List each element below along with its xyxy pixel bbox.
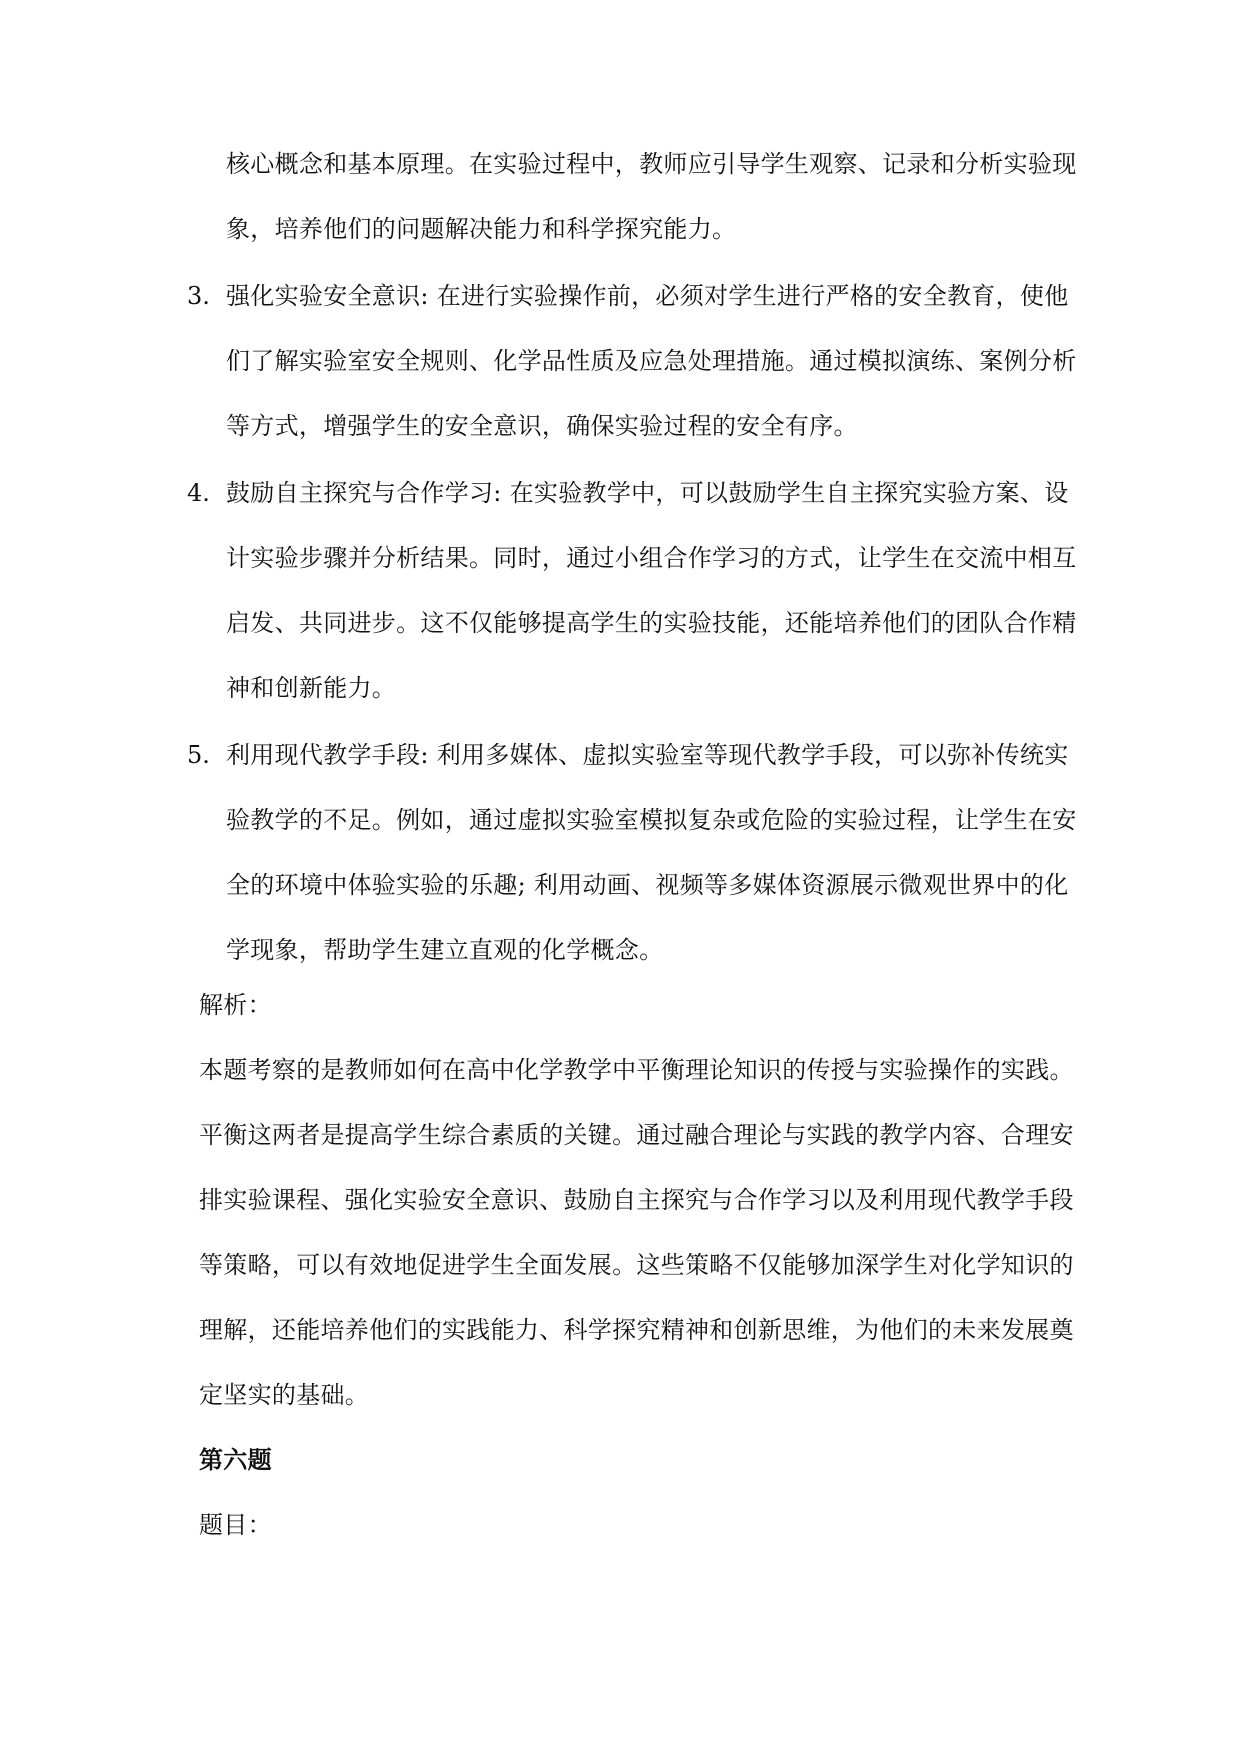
text-line: 全的环境中体验实验的乐趣; 利用动画、视频等多媒体资源展示微观世界中的化 [226,871,1069,899]
text-line: 神和创新能力。 [226,674,397,702]
list-number: 5. [187,741,210,769]
question-label: 题目： [199,1511,272,1539]
list-number: 3. [187,282,210,310]
text-line: 等策略，可以有效地促进学生全面发展。这些策略不仅能够加深学生对化学知识的 [199,1251,1074,1279]
text-line: 学现象，帮助学生建立直观的化学概念。 [226,936,664,964]
text-line: 象，培养他们的问题解决能力和科学探究能力。 [226,215,737,243]
text-line: 平衡这两者是提高学生综合素质的关键。通过融合理论与实践的教学内容、合理安 [199,1121,1074,1149]
text-line: 核心概念和基本原理。在实验过程中，教师应引导学生观察、记录和分析实验现 [226,150,1077,178]
text-line: 鼓励自主探究与合作学习: 在实验教学中，可以鼓励学生自主探究实验方案、设 [226,479,1069,507]
text-line: 验教学的不足。例如，通过虚拟实验室模拟复杂或危险的实验过程，让学生在安 [226,806,1077,834]
text-line: 定坚实的基础。 [199,1381,370,1409]
analysis-label: 解析： [199,991,272,1019]
text-line: 排实验课程、强化实验安全意识、鼓励自主探究与合作学习以及利用现代教学手段 [199,1186,1074,1214]
text-line: 理解，还能培养他们的实践能力、科学探究精神和创新思维，为他们的未来发展奠 [199,1316,1074,1344]
text-line: 启发、共同进步。这不仅能够提高学生的实验技能，还能培养他们的团队合作精 [226,609,1077,637]
text-line: 本题考察的是教师如何在高中化学教学中平衡理论知识的传授与实验操作的实践。 [199,1056,1074,1084]
section-title: 第六题 [199,1445,272,1474]
list-number: 4. [187,479,210,507]
text-line: 强化实验安全意识: 在进行实验操作前，必须对学生进行严格的安全教育，使他 [226,282,1069,310]
text-line: 等方式，增强学生的安全意识，确保实验过程的安全有序。 [226,412,858,440]
text-line: 计实验步骤并分析结果。同时，通过小组合作学习的方式，让学生在交流中相互 [226,544,1077,572]
text-line: 们了解实验室安全规则、化学品性质及应急处理措施。通过模拟演练、案例分析 [226,347,1077,375]
text-line: 利用现代教学手段: 利用多媒体、虚拟实验室等现代教学手段，可以弥补传统实 [226,741,1069,769]
